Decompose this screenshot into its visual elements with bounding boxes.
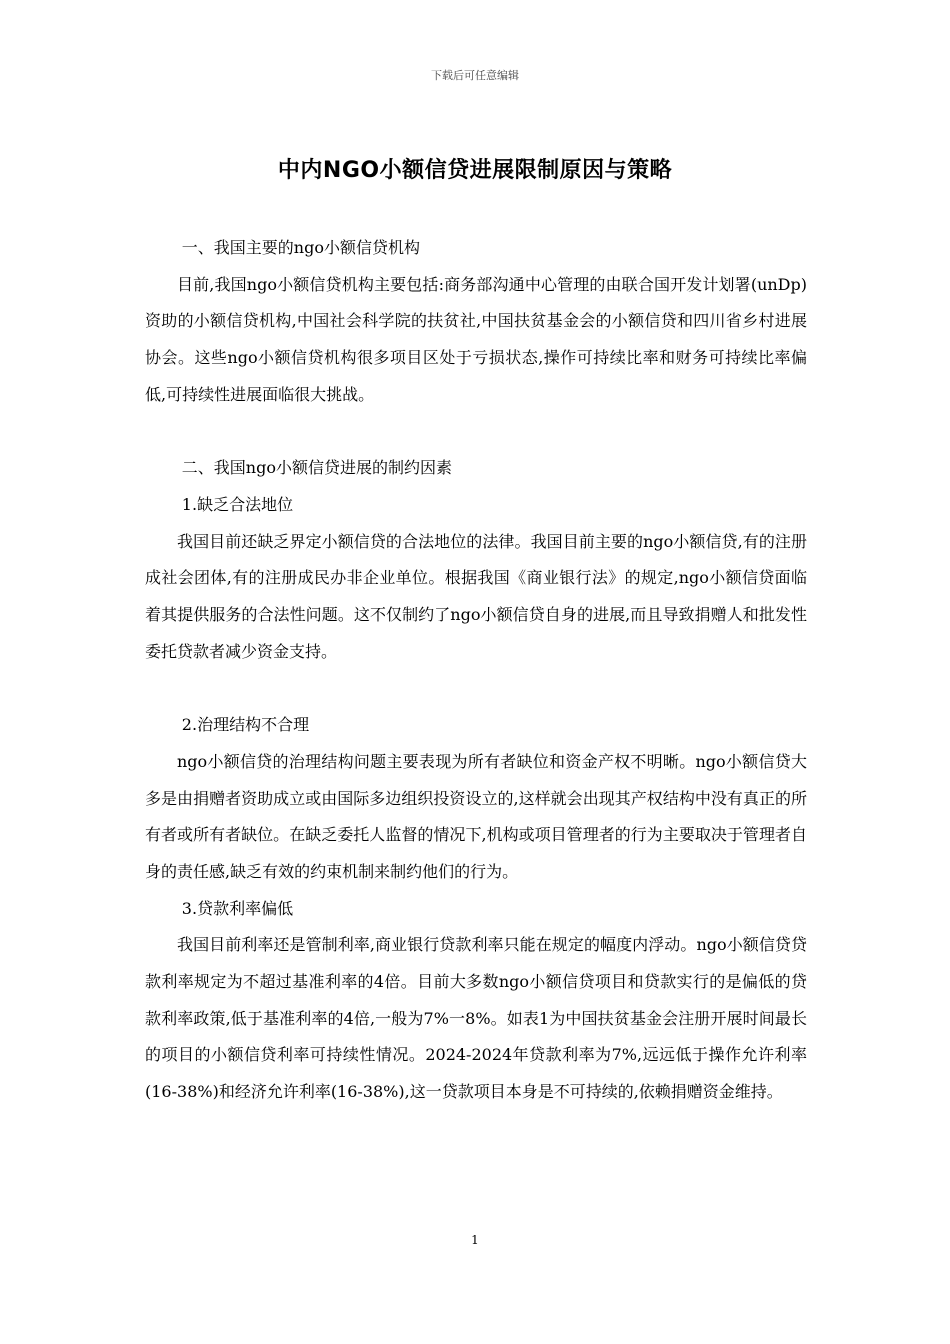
subsection-heading: 2.治理结构不合理 [181, 715, 310, 735]
subsection-heading: 3.贷款利率偏低 [181, 898, 294, 918]
section-heading: 一、我国主要的ngo小额信贷机构 [181, 238, 420, 257]
page-number: 1 [471, 1233, 479, 1247]
paragraph-gap [145, 414, 807, 451]
paragraph: ngo小额信贷的治理结构问题主要表现为所有者缺位和资金产权不明晰。ngo小额信贷大多是由捐赠者资助成立或由国际多边组织投资设立的,这样就会出现其产权结构中没有真正的所有者或所有者缺位。在缺乏委托人监督的情况下,机构或项目管理者的行为主要取决于管理者自身的责任感,缺乏有效的约束机制来制约他们的行为。 [145, 751, 807, 881]
paragraph: 我国目前利率还是管制利率,商业银行贷款利率只能在规定的幅度内浮动。ngo小额信贷贷款利率规定为不超过基准利率的4倍。目前大多数ngo小额信贷项目和贷款实行的是偏低的贷款利率政策,低于基准利率的4倍,一般为7%一8%。如表1为中国扶贫基金会注册开展时间最长的项目的小额信贷利率可持续性情况。2024-2024年贷款利率为7%,远远低于操作允许利率(16-38%)和经济允许利率(16-38%),这一贷款项目本身是不可持续的,依赖捐赠资金维持。 [145, 935, 807, 1102]
paragraph: 目前,我国ngo小额信贷机构主要包括:商务部沟通中心管理的由联合国开发计划署(unDp)资助的小额信贷机构,中国社会科学院的扶贫社,中国扶贫基金会的小额信贷和四川省乡村进展协会。这些ngo小额信贷机构很多项目区处于亏损状态,操作可持续比率和财务可持续比率偏低,可持续性进展面临很大挑战。 [145, 274, 807, 404]
document-body [145, 230, 807, 1111]
section-heading: 二、我国ngo小额信贷进展的制约因素 [181, 458, 452, 478]
paragraph-gap [145, 670, 807, 707]
page-header: 下载后可任意编辑 [431, 69, 519, 82]
subsection-heading: 1.缺乏合法地位 [181, 494, 294, 514]
document-title: 中内NGO小额信贷进展限制原因与策略 [277, 158, 673, 183]
paragraph: 我国目前还缺乏界定小额信贷的合法地位的法律。我国目前主要的ngo小额信贷,有的注册成社会团体,有的注册成民办非企业单位。根据我国《商业银行法》的规定,ngo小额信贷面临着其提供服务的合法性问题。这不仅制约了ngo小额信贷自身的进展,而且导致捐赠人和批发性委托贷款者减少资金支持。 [145, 531, 807, 661]
